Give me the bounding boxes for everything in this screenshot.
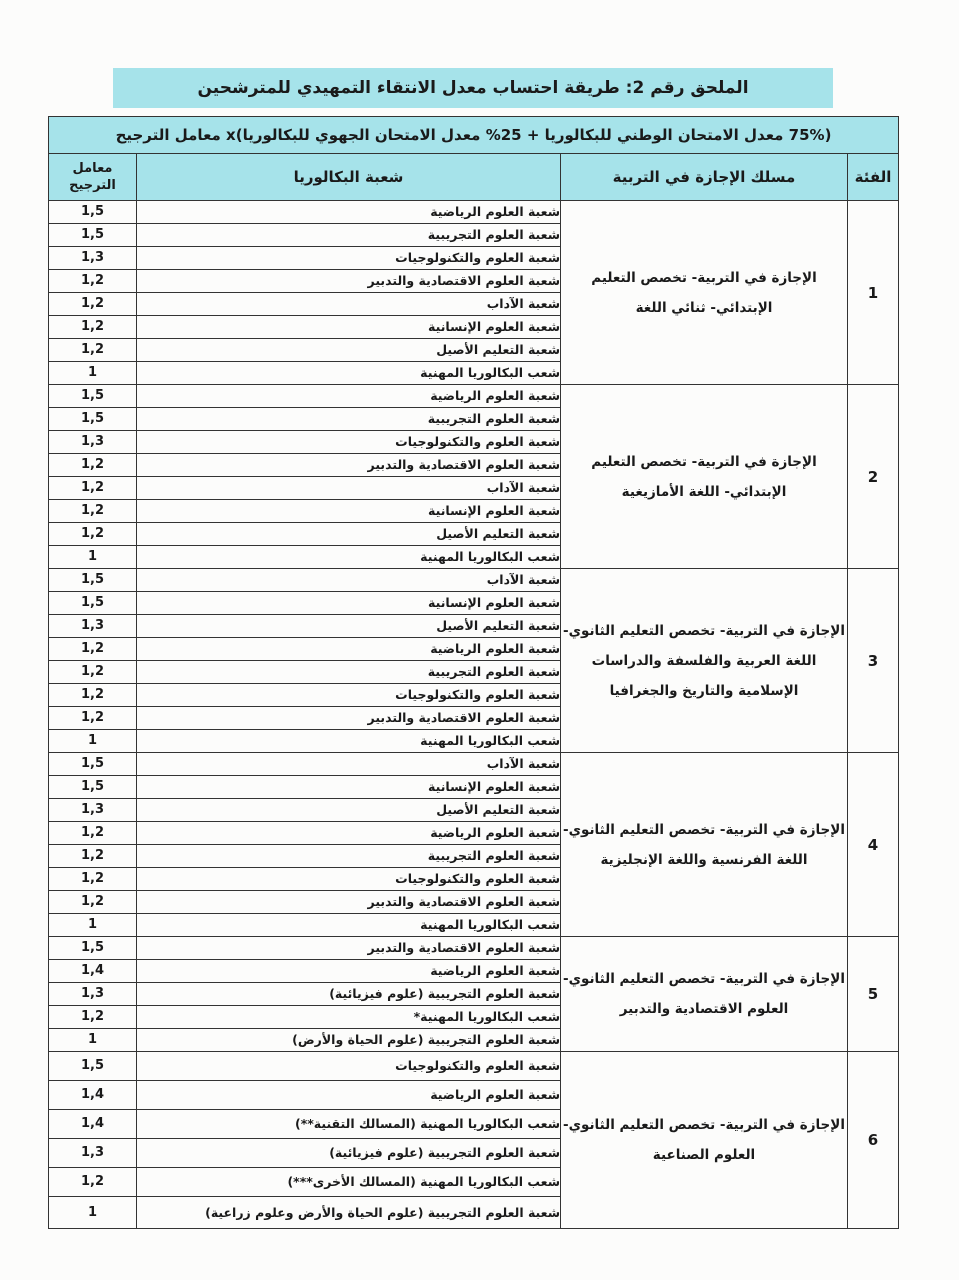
education-path: الإجازة في التربية- تخصص التعليم الإبتدائي- ثنائي اللغة: [561, 201, 848, 385]
table-row: [49, 753, 899, 776]
bac-branch-cell: شعبة العلوم والتكنولوجيات: [137, 247, 561, 270]
bac-branch-cell: شعبة العلوم الاقتصادية والتدبير: [137, 454, 561, 477]
education-path: الإجازة في التربية- تخصص التعليم الثانوي- اللغة الفرنسية واللغة الإنجليزية: [561, 753, 848, 937]
coefficient-cell: 1,3: [49, 799, 137, 822]
category-group: [49, 385, 899, 569]
bac-branch-cell: شعبة العلوم الاقتصادية والتدبير: [137, 270, 561, 293]
table-row: [49, 937, 899, 960]
bac-branch-cell: شعبة التعليم الأصيل: [137, 523, 561, 546]
bac-branch-cell: شعبة العلوم والتكنولوجيات: [137, 431, 561, 454]
coefficient-cell: 1,2: [49, 845, 137, 868]
weighting-table: [48, 116, 899, 1229]
bac-branch-cell: شعبة العلوم الرياضية: [137, 822, 561, 845]
bac-branch-cell: شعبة العلوم الاقتصادية والتدبير: [137, 891, 561, 914]
category-group: [49, 569, 899, 753]
coefficient-cell: 1,3: [49, 1139, 137, 1168]
table-row: [49, 201, 899, 224]
bac-branch-cell: شعبة العلوم التجريبية (علوم الحياة والأرض وعلوم زراعية): [137, 1197, 561, 1229]
coefficient-cell: 1,2: [49, 316, 137, 339]
bac-branch-cell: شعبة التعليم الأصيل: [137, 799, 561, 822]
coefficient-cell: 1,2: [49, 707, 137, 730]
bac-branch-cell: شعبة العلوم التجريبية: [137, 224, 561, 247]
bac-branch-cell: شعبة العلوم الاقتصادية والتدبير: [137, 937, 561, 960]
category-group: [49, 1052, 899, 1229]
category-number: 1: [848, 201, 899, 385]
annex-title: [113, 68, 833, 108]
category-group: [49, 753, 899, 937]
bac-branch-cell: شعبة العلوم الرياضية: [137, 1081, 561, 1110]
coefficient-cell: 1,2: [49, 454, 137, 477]
category-number: 4: [848, 753, 899, 937]
bac-branch-cell: شعبة العلوم التجريبية (علوم فيزيائية): [137, 1139, 561, 1168]
bac-branch-cell: شعب البكالوريا المهنية: [137, 546, 561, 569]
coefficient-cell: 1,2: [49, 638, 137, 661]
education-path: الإجازة في التربية- تخصص التعليم الثانوي- العلوم الصناعية: [561, 1052, 848, 1229]
bac-branch-cell: شعب البكالوريا المهنية: [137, 914, 561, 937]
bac-branch-cell: شعبة العلوم الإنسانية: [137, 500, 561, 523]
bac-branch-cell: شعبة العلوم الرياضية: [137, 638, 561, 661]
bac-branch-cell: شعبة العلوم الرياضية: [137, 960, 561, 983]
category-group: [49, 937, 899, 1052]
coefficient-cell: 1: [49, 362, 137, 385]
coefficient-cell: 1,2: [49, 339, 137, 362]
coefficient-cell: 1,4: [49, 1110, 137, 1139]
coefficient-cell: 1,2: [49, 684, 137, 707]
bac-branch-cell: شعب البكالوريا المهنية*: [137, 1006, 561, 1029]
category-number: 3: [848, 569, 899, 753]
bac-branch-cell: شعبة العلوم الرياضية: [137, 201, 561, 224]
category-group: [49, 201, 899, 385]
coefficient-cell: 1,5: [49, 753, 137, 776]
header-path: مسلك الإجازة في التربية: [561, 154, 848, 201]
coefficient-cell: 1: [49, 1029, 137, 1052]
bac-branch-cell: شعبة العلوم الرياضية: [137, 385, 561, 408]
coefficient-cell: 1,5: [49, 592, 137, 615]
coefficient-cell: 1,2: [49, 270, 137, 293]
coefficient-cell: 1,2: [49, 891, 137, 914]
category-number: 6: [848, 1052, 899, 1229]
table-row: [49, 1052, 899, 1081]
coefficient-cell: 1,2: [49, 868, 137, 891]
formula-row: [49, 117, 899, 154]
coefficient-cell: 1,4: [49, 1081, 137, 1110]
bac-branch-cell: شعبة العلوم الإنسانية: [137, 316, 561, 339]
coefficient-cell: 1,5: [49, 224, 137, 247]
coefficient-cell: 1,3: [49, 615, 137, 638]
bac-branch-cell: شعبة العلوم الإنسانية: [137, 592, 561, 615]
coefficient-cell: 1,5: [49, 569, 137, 592]
bac-branch-cell: شعب البكالوريا المهنية (المسالك التقنية**): [137, 1110, 561, 1139]
coefficient-cell: 1,4: [49, 960, 137, 983]
education-path: الإجازة في التربية- تخصص التعليم الثانوي- العلوم الاقتصادية والتدبير: [561, 937, 848, 1052]
bac-branch-cell: شعبة العلوم والتكنولوجيات: [137, 684, 561, 707]
coefficient-cell: 1: [49, 546, 137, 569]
formula-text: (75% معدل الامتحان الوطني للبكالوريا + 25% معدل الامتحان الجهوي للبكالوريا)x معامل الترجيح: [49, 117, 899, 154]
coefficient-cell: 1: [49, 730, 137, 753]
coefficient-cell: 1,2: [49, 523, 137, 546]
coefficient-cell: 1,5: [49, 385, 137, 408]
bac-branch-cell: شعبة العلوم الاقتصادية والتدبير: [137, 707, 561, 730]
coefficient-cell: 1,2: [49, 500, 137, 523]
bac-branch-cell: شعبة الآداب: [137, 569, 561, 592]
coefficient-cell: 1,5: [49, 1052, 137, 1081]
education-path: الإجازة في التربية- تخصص التعليم الثانوي- اللغة العربية والفلسفة والدراسات الإسلامية والتاريخ والجغرافيا: [561, 569, 848, 753]
coefficient-cell: 1,2: [49, 822, 137, 845]
coefficient-cell: 1,3: [49, 983, 137, 1006]
table-row: [49, 569, 899, 592]
bac-branch-cell: شعبة الآداب: [137, 753, 561, 776]
bac-branch-cell: شعبة الآداب: [137, 477, 561, 500]
header-bac-branch: شعبة البكالوريا: [137, 154, 561, 201]
bac-branch-cell: شعب البكالوريا المهنية: [137, 362, 561, 385]
coefficient-cell: 1,5: [49, 776, 137, 799]
header-coefficient: معامل الترجيح: [49, 154, 137, 201]
bac-branch-cell: شعب البكالوريا المهنية (المسالك الأخرى***): [137, 1168, 561, 1197]
header-row: [49, 154, 899, 201]
bac-branch-cell: شعبة العلوم التجريبية (علوم فيزيائية): [137, 983, 561, 1006]
bac-branch-cell: شعبة العلوم والتكنولوجيات: [137, 1052, 561, 1081]
coefficient-cell: 1: [49, 1197, 137, 1229]
coefficient-cell: 1,2: [49, 293, 137, 316]
bac-branch-cell: شعبة العلوم التجريبية (علوم الحياة والأرض): [137, 1029, 561, 1052]
coefficient-cell: 1,2: [49, 661, 137, 684]
bac-branch-cell: شعب البكالوريا المهنية: [137, 730, 561, 753]
category-number: 2: [848, 385, 899, 569]
coefficient-cell: 1,3: [49, 247, 137, 270]
coefficient-cell: 1,2: [49, 1168, 137, 1197]
bac-branch-cell: شعبة العلوم التجريبية: [137, 661, 561, 684]
bac-branch-cell: شعبة العلوم والتكنولوجيات: [137, 868, 561, 891]
coefficient-cell: 1,5: [49, 408, 137, 431]
coefficient-cell: 1,3: [49, 431, 137, 454]
bac-branch-cell: شعبة التعليم الأصيل: [137, 615, 561, 638]
category-number: 5: [848, 937, 899, 1052]
table-row: [49, 385, 899, 408]
education-path: الإجازة في التربية- تخصص التعليم الإبتدائي- اللغة الأمازيغية: [561, 385, 848, 569]
header-category: الفئة: [848, 154, 899, 201]
bac-branch-cell: شعبة التعليم الأصيل: [137, 339, 561, 362]
coefficient-cell: 1,2: [49, 477, 137, 500]
bac-branch-cell: شعبة الآداب: [137, 293, 561, 316]
bac-branch-cell: شعبة العلوم التجريبية: [137, 408, 561, 431]
coefficient-cell: 1,2: [49, 1006, 137, 1029]
bac-branch-cell: شعبة العلوم الإنسانية: [137, 776, 561, 799]
coefficient-cell: 1,5: [49, 201, 137, 224]
bac-branch-cell: شعبة العلوم التجريبية: [137, 845, 561, 868]
coefficient-cell: 1,5: [49, 937, 137, 960]
annex-title-text: الملحق رقم 2: طريقة احتساب معدل الانتقاء التمهيدي للمترشحين: [197, 78, 749, 98]
coefficient-cell: 1: [49, 914, 137, 937]
